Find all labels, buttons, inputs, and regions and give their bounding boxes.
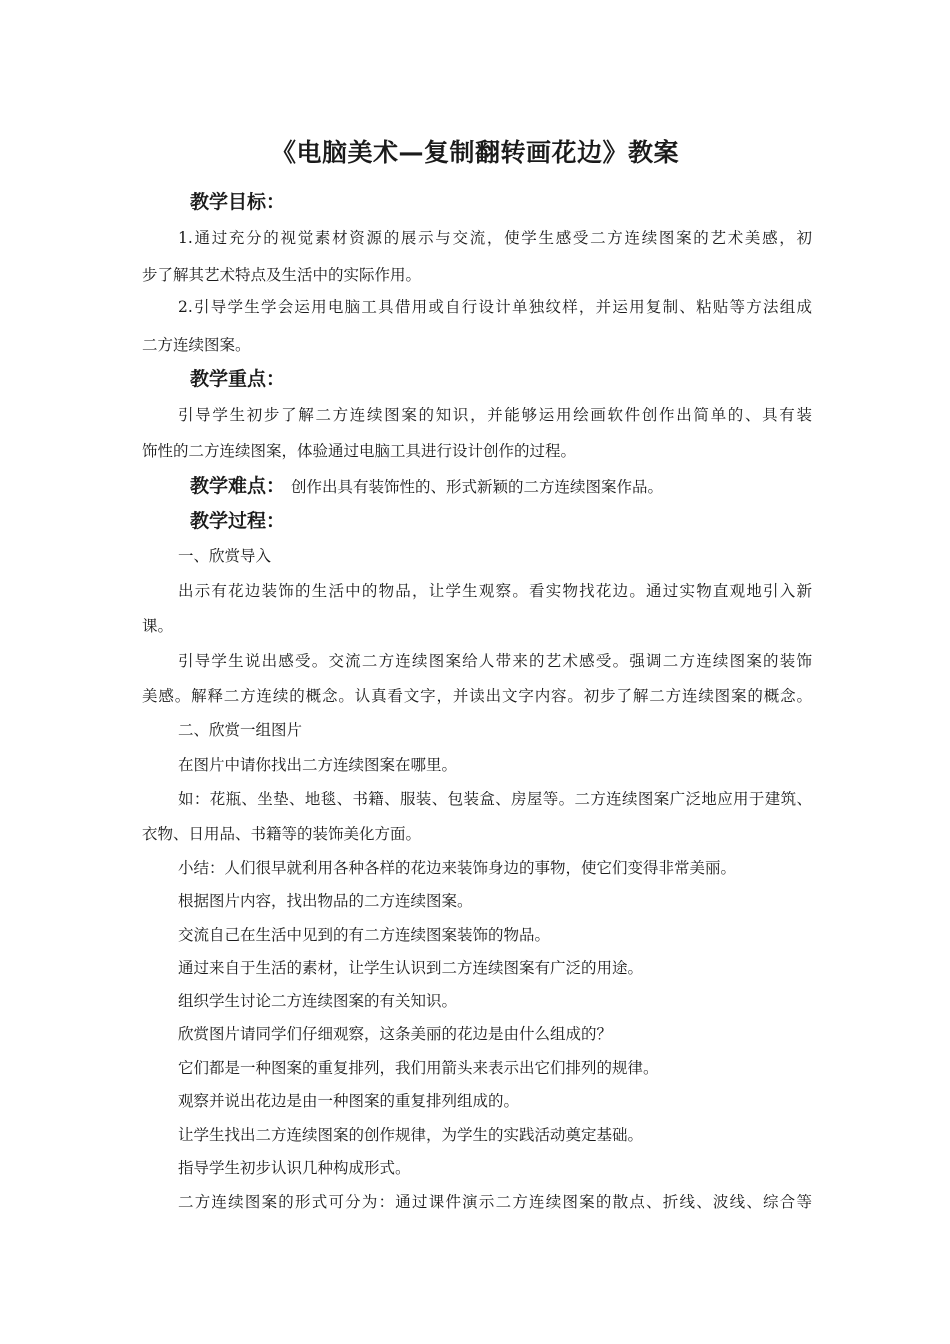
process-paragraph-1-line-2: 课。 bbox=[142, 617, 174, 635]
process-paragraph-6: 根据图片内容，找出物品的二方连续图案。 bbox=[178, 892, 473, 910]
process-paragraph-8: 通过来自于生活的素材，让学生认识到二方连续图案有广泛的用途。 bbox=[178, 959, 644, 977]
process-paragraph-1-line-1: 出示有花边装饰的生活中的物品，让学生观察。看实物找花边。通过实物直观地引入新 bbox=[178, 582, 812, 600]
process-paragraph-15: 二方连续图案的形式可分为：通过课件演示二方连续图案的散点、折线、波线、综合等 bbox=[178, 1193, 812, 1211]
process-part-1-title: 一、欣赏导入 bbox=[178, 547, 272, 565]
process-part-2-title: 二、欣赏一组图片 bbox=[178, 721, 303, 739]
process-paragraph-4-line-1: 如：花瓶、坐垫、地毯、书籍、服装、包装盒、房屋等。二方连续图案广泛地应用于建筑、 bbox=[178, 790, 812, 808]
difficulties-row bbox=[190, 474, 663, 499]
process-paragraph-2-line-2: 美感。解释二方连续的概念。认真看文字，并读出文字内容。初步了解二方连续图案的概念。 bbox=[142, 687, 812, 705]
process-paragraph-12: 观察并说出花边是由一种图案的重复排列组成的。 bbox=[178, 1092, 520, 1110]
process-paragraph-2-line-1: 引导学生说出感受。交流二方连续图案给人带来的艺术感受。强调二方连续图案的装饰 bbox=[178, 652, 812, 670]
process-paragraph-10: 欣赏图片请同学们仔细观察，这条美丽的花边是由什么组成的？ bbox=[178, 1025, 613, 1043]
process-paragraph-5: 小结：人们很早就利用各种各样的花边来装饰身边的事物，使它们变得非常美丽。 bbox=[178, 859, 737, 877]
process-paragraph-11: 它们都是一种图案的重复排列，我们用箭头来表示出它们排列的规律。 bbox=[178, 1059, 659, 1077]
key-points-line-1: 引导学生初步了解二方连续图案的知识，并能够运用绘画软件创作出简单的、具有装 bbox=[178, 406, 812, 424]
process-paragraph-13: 让学生找出二方连续图案的创作规律，为学生的实践活动奠定基础。 bbox=[178, 1126, 644, 1144]
document-title: 《电脑美术—复制翻转画花边》教案 bbox=[270, 138, 679, 167]
objectives-paragraph-2-line-1: 2.引导学生学会运用电脑工具借用或自行设计单独纹样，并运用复制、粘贴等方法组成 bbox=[178, 298, 812, 316]
process-paragraph-7: 交流自己在生活中见到的有二方连续图案装饰的物品。 bbox=[178, 926, 551, 944]
objectives-paragraph-1-line-1: 1.通过充分的视觉素材资源的展示与交流，使学生感受二方连续图案的艺术美感，初 bbox=[178, 229, 812, 247]
key-points-heading: 教学重点： bbox=[190, 368, 286, 390]
process-paragraph-14: 指导学生初步认识几种构成形式。 bbox=[178, 1159, 411, 1177]
process-paragraph-3: 在图片中请你找出二方连续图案在哪里。 bbox=[178, 756, 458, 774]
objectives-paragraph-2-line-2: 二方连续图案。 bbox=[142, 336, 251, 354]
key-points-line-2: 饰性的二方连续图案，体验通过电脑工具进行设计创作的过程。 bbox=[142, 442, 577, 460]
objectives-heading: 教学目标： bbox=[190, 191, 286, 213]
difficulties-text: 创作出具有装饰性的、形式新颖的二方连续图案作品。 bbox=[291, 478, 664, 496]
process-heading: 教学过程： bbox=[190, 510, 286, 532]
process-paragraph-4-line-2: 衣物、日用品、书籍等的装饰美化方面。 bbox=[142, 825, 422, 843]
process-paragraph-9: 组织学生讨论二方连续图案的有关知识。 bbox=[178, 992, 458, 1010]
difficulties-heading: 教学难点： bbox=[190, 475, 286, 497]
objectives-paragraph-1-line-2: 步了解其艺术特点及生活中的实际作用。 bbox=[142, 266, 422, 284]
